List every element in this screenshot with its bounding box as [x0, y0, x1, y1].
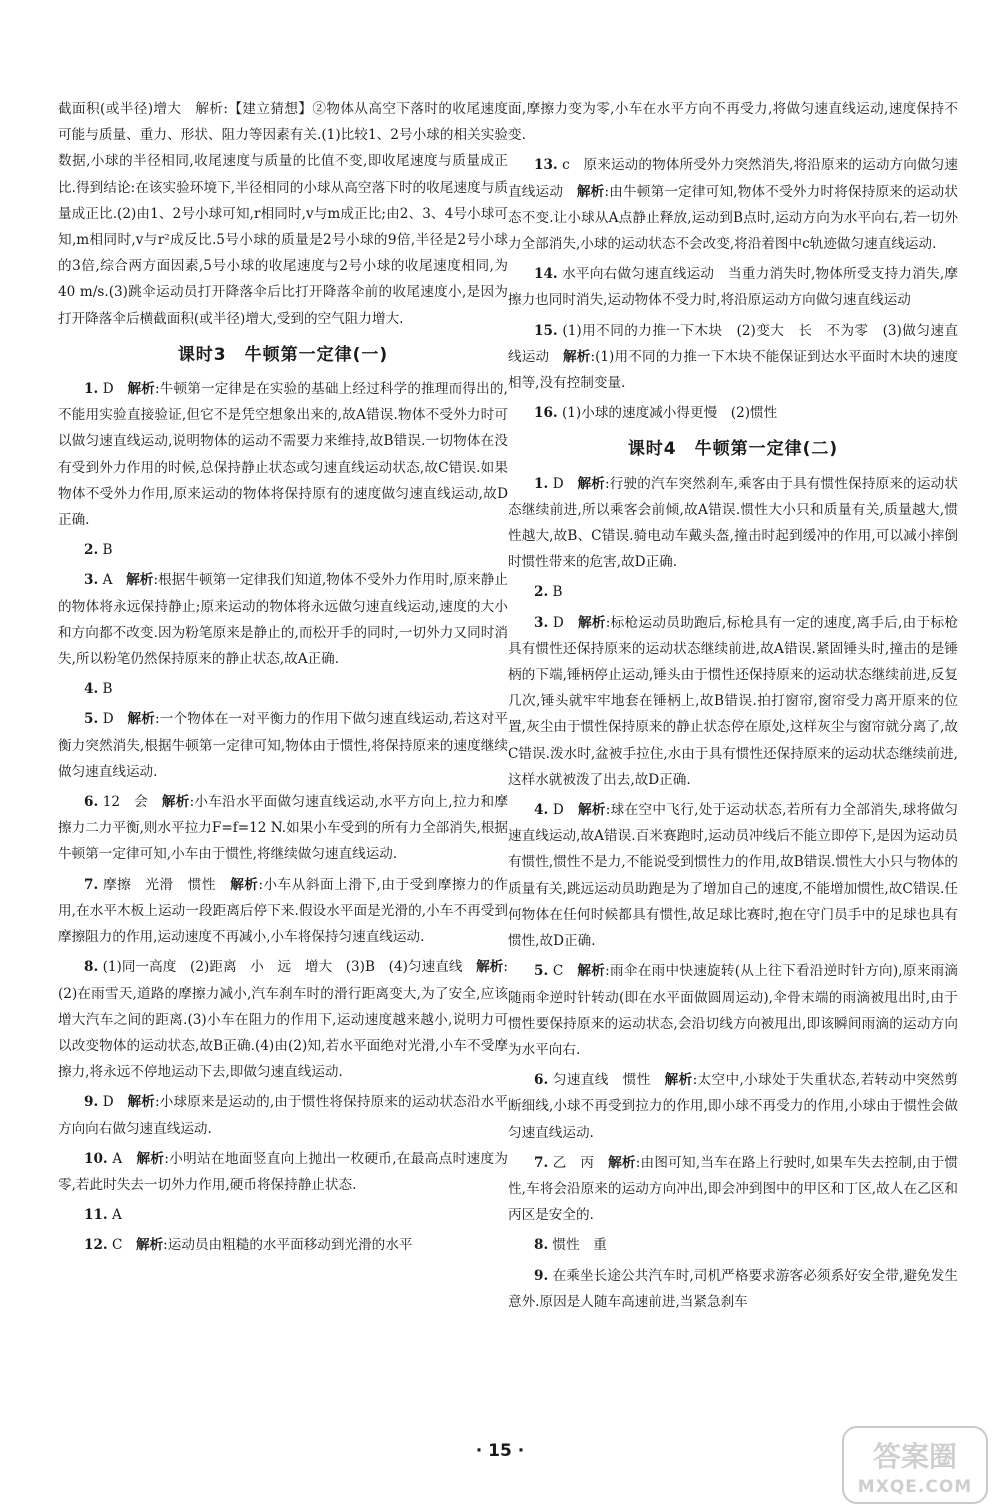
left-answer-list [58, 376, 508, 1259]
right-answer-list-a [508, 152, 958, 426]
item-answer: (1)小球的速度减小得更慢 (2)惯性 [561, 405, 778, 422]
answer-item [508, 579, 958, 605]
answer-item [58, 872, 508, 951]
item-number: 3. [84, 572, 99, 589]
item-number: 11. [84, 1207, 108, 1224]
answer-item [58, 1232, 508, 1258]
item-answer: D [552, 614, 564, 631]
item-number: 6. [534, 1072, 549, 1089]
analysis-text: :小车沿水平面做匀速直线运动,水平方向上,拉力和摩擦力二力平衡,则水平拉力F=f=12 N.如果小车受到的所有力全部消失,根据牛顿第一定律可知,小车由于惯性,将继续做匀速直线运动. [58, 794, 508, 863]
item-answer: C [552, 963, 564, 980]
right-column [508, 96, 958, 1319]
item-number: 8. [84, 959, 99, 976]
analysis-text: :一个物体在一对平衡力的作用下做匀速直线运动,若这对平衡力突然消失,根据牛顿第一定律可知,物体由于惯性,将保持原来的速度继续做匀速直线运动. [58, 711, 508, 780]
item-answer: 乙 丙 [552, 1154, 595, 1171]
item-number: 14. [534, 266, 558, 283]
answer-item [58, 1089, 508, 1141]
analysis-label: 解析 [126, 572, 154, 589]
item-answer: A [111, 1207, 122, 1224]
analysis-text: :由牛顿第一定律可知,物体不受外力时将保持原来的运动状态不变.让小球从A点静止释放,运动到B点时,运动方向为水平向右,若一切外力全部消失,小球的运动状态不会改变,将沿着图中c轨迹做匀速直线运动. [508, 183, 959, 253]
analysis-text: :标枪运动员助跑后,标枪具有一定的速度,离手后,由于标枪具有惯性还保持原来的运动状态继续前进,故A错误.紧固锤头时,撞击的是锤柄的下端,锤柄停止运动,锤头由于惯性还保持原来的运动状态继续前进,反复几次,锤头就牢牢地套在锤柄上,故B错误.拍打窗帘,窗帘受力离开原来的位置,灰尘由于惯性保持原来的静止状态停在原处,这样灰尘与窗帘就分离了,故C错误.泼水时,盆被手拉住,水由于具有惯性还保持原来的运动状态继续前进,这样水就被泼了出去,故D正确. [508, 614, 958, 788]
item-answer: B [552, 584, 563, 601]
item-number: 1. [84, 381, 99, 398]
analysis-text: :由图可知,当车在路上行驶时,如果车失去控制,由于惯性,车将会沿原来的运动方向冲出,即会冲到图中的甲区和丁区,故人在乙区和丙区是安全的. [508, 1154, 959, 1224]
analysis-label: 解析 [476, 959, 504, 976]
analysis-label: 解析 [563, 348, 591, 365]
answer-item [508, 152, 958, 257]
item-number: 15. [534, 322, 558, 339]
item-answer: (1)用不同的力推一下木块 (2)变大 长 不为零 (3)做匀速直线运动 [508, 322, 958, 365]
answer-item [58, 706, 508, 785]
answer-item [508, 471, 958, 576]
analysis-label: 解析 [577, 802, 606, 819]
answer-item [508, 1263, 958, 1315]
analysis-label: 解析 [127, 1094, 156, 1111]
analysis-label: 解析 [127, 381, 156, 398]
item-answer: 摩擦 光滑 惯性 [103, 876, 217, 893]
section-heading-lesson4: 课时4 牛顿第一定律(二) [627, 439, 839, 460]
analysis-label: 解析 [161, 794, 190, 811]
answer-item [58, 537, 508, 563]
continued-paragraph: 面,摩擦力变为零,小车在水平方向不再受力,将做匀速直线运动,速度保持不变. [508, 101, 958, 144]
item-answer: A [102, 572, 113, 589]
item-number: 13. [534, 157, 558, 174]
item-answer: B [102, 542, 113, 559]
analysis-text: :太空中,小球处于失重状态,若转动中突然剪断细线,小球不再受到拉力的作用,即小球不再受力的作用,小球由于惯性会做匀速直线运动. [508, 1072, 958, 1141]
answer-item [508, 318, 958, 397]
page-number: · 15 · [475, 1441, 525, 1461]
watermark-logo [842, 1426, 988, 1504]
item-answer: (1)同一高度 (2)距离 小 远 增大 (3)B (4)匀速直线 [102, 959, 463, 976]
item-number: 2. [84, 542, 99, 559]
item-number: 7. [534, 1154, 549, 1171]
item-answer: 匀速直线 惯性 [552, 1072, 651, 1089]
answer-item [508, 1232, 958, 1258]
analysis-label: 解析 [577, 614, 606, 631]
answer-item [58, 567, 508, 672]
analysis-text: :(1)用不同的力推一下木块不能保证到达水平面时木块的速度相等,没有控制变量. [508, 348, 959, 392]
item-answer: D [102, 1094, 114, 1111]
item-answer: c 原来运动的物体所受外力突然消失,将沿原来的运动方向做匀速直线运动 [508, 157, 958, 200]
analysis-text: :(2)在雨雪天,道路的摩擦力减小,汽车刹车时的滑行距离变大,为了安全,应该增大汽车之间的距离.(3)小车在阻力的作用下,运动速度越来越小,说明力可以改变物体的运动状态,故B正确.(4)由(2)知,若水平面绝对光滑,小车不受摩擦力,将永远不停地运动下去,即做匀速直线运动. [58, 959, 509, 1081]
item-number: 7. [84, 876, 99, 893]
answer-item [58, 1146, 508, 1198]
answer-item [508, 400, 958, 426]
analysis-label: 解析 [577, 475, 606, 492]
analysis-label: 解析 [576, 183, 605, 200]
item-answer: A [112, 1150, 123, 1167]
answer-item [58, 1202, 508, 1228]
answer-item [508, 797, 958, 954]
item-number: 3. [534, 614, 549, 631]
analysis-label: 解析 [608, 1154, 636, 1171]
item-number: 9. [84, 1094, 99, 1111]
analysis-label: 解析 [664, 1072, 693, 1089]
analysis-label: 解析 [230, 876, 259, 893]
item-number: 9. [534, 1267, 549, 1284]
item-number: 8. [534, 1237, 549, 1254]
answer-item [58, 954, 508, 1085]
analysis-text: :根据牛顿第一定律我们知道,物体不受外力作用时,原来静止的物体将永远保持静止;原来运动的物体将永远做匀速直线运动,速度的大小和方向都不改变.因为粉笔原来是静止的,而松开手的同时,一切外力又同时消失,所以粉笔仍然保持原来的静止状态,故A正确. [58, 572, 509, 668]
answer-item [58, 676, 508, 702]
item-answer: C [111, 1237, 123, 1254]
item-answer: 在乘坐长途公共汽车时,司机严格要求游客必须系好安全带,避免发生意外.原因是人随车高速前进,当紧急刹车 [508, 1267, 958, 1310]
answer-item [508, 1067, 958, 1146]
item-number: 5. [84, 711, 99, 728]
item-answer: D [102, 711, 114, 728]
analysis-text: :牛顿第一定律是在实验的基础上经过科学的推理而得出的,不能用实验直接验证,但它不是凭空想象出来的,故A错误.物体不受外力时可以做匀速直线运动,说明物体的运动不需要力来维持,故B错误.一切物体在没有受到外力作用的时候,总保持静止状态或匀速直线运动状态,故C错误.如果物体不受外力作用,原来运动的物体将保持原有的速度做匀速直线运动,故D正确. [58, 381, 508, 529]
analysis-text: :小车从斜面上滑下,由于受到摩擦力的作用,在水平木板上运动一段距离后停下来.假设水平面是光滑的,小车不再受到摩擦阻力的作用,运动速度不再减小,小车将保持匀速直线运动. [58, 876, 508, 946]
analysis-text: :雨伞在雨中快速旋转(从上往下看沿逆时针方向),原来雨滴随雨伞逆时针转动(即在水平面做圆周运动),伞骨末端的雨滴被甩出时,由于惯性要保持原来的运动状态,会沿切线方向被甩出,即该瞬间雨滴的运动方向为水平向右. [508, 963, 959, 1058]
svg-text:MXQE.COM: MXQE.COM [857, 1477, 973, 1497]
item-number: 4. [84, 681, 99, 698]
analysis-label: 解析 [127, 711, 156, 728]
svg-text:答案圈: 答案圈 [872, 1440, 958, 1473]
right-answer-list-b [508, 471, 958, 1315]
answer-item [508, 610, 958, 793]
item-number: 6. [84, 794, 99, 811]
item-number: 10. [84, 1150, 108, 1167]
left-column [58, 96, 508, 1263]
answer-item [508, 958, 958, 1063]
analysis-label: 解析 [136, 1150, 165, 1167]
item-answer: B [102, 681, 113, 698]
analysis-text: :小球原来是运动的,由于惯性将保持原来的运动状态沿水平方向向右做匀速直线运动. [58, 1094, 508, 1137]
item-answer: 惯性 重 [552, 1237, 607, 1254]
item-number: 12. [84, 1237, 108, 1254]
intro-paragraph: 截面积(或半径)增大 解析:【建立猜想】②物体从高空下落时的收尾速度可能与质量、重力、形状、阻力等因素有关.(1)比较1、2号小球的相关实验数据,小球的半径相同,收尾速度与质量的比值不变,即收尾速度与质量成正比.得到结论:在该实验环境下,半径相同的小球从高空落下时的收尾速度与质量成正比.(2)由1、2号小球可知,r相同时,v与m成正比;由2、3、4号小球可知,m相同时,v与r²成反比.5号小球的质量是2号小球的9倍,半径是2号小球的3倍,综合两方面因素,5号小球的收尾速度与2号小球的收尾速度相同,为40 m/s.(3)跳伞运动员打开降落伞后比打开降落伞前的收尾速度小,是因为打开降落伞后横截面积(或半径)增大,受到的空气阻力增大. [58, 101, 508, 327]
item-number: 5. [534, 963, 549, 980]
analysis-label: 解析 [577, 963, 606, 980]
item-answer: 水平向右做匀速直线运动 当重力消失时,物体所受支持力消失,摩擦力也同时消失,运动物体不受力时,将沿原运动方向做匀速直线运动 [508, 266, 958, 309]
item-number: 16. [534, 405, 558, 422]
answer-item [508, 261, 958, 313]
item-number: 4. [534, 802, 549, 819]
answer-item [58, 376, 508, 533]
item-answer: 12 会 [102, 794, 149, 811]
answer-item [58, 789, 508, 868]
answer-item [508, 1150, 958, 1229]
analysis-label: 解析 [135, 1237, 164, 1254]
analysis-text: :运动员由粗糙的水平面移动到光滑的水平 [163, 1237, 413, 1254]
item-answer: D [102, 381, 114, 398]
item-answer: D [552, 475, 564, 492]
item-number: 2. [534, 584, 549, 601]
item-number: 1. [534, 475, 549, 492]
analysis-text: :行驶的汽车突然刹车,乘客由于具有惯性保持原来的运动状态继续前进,所以乘客会前倾,故A错误.惯性大小只和质量有关,质量越大,惯性越大,故B、C错误.骑电动车戴头盔,撞击时起到缓冲的作用,可以减小摔倒时惯性带来的危害,故D正确. [508, 475, 958, 571]
analysis-text: :小明站在地面竖直向上抛出一枚硬币,在最高点时速度为零,若此时失去一切外力作用,硬币将保持静止状态. [58, 1150, 509, 1193]
analysis-text: :球在空中飞行,处于运动状态,若所有力全部消失,球将做匀速直线运动,故A错误.百米赛跑时,运动员冲线后不能立即停下,是因为运动员有惯性,惯性不是力,不能说受到惯性力的作用,故B错误.惯性大小只与物体的质量有关,跳远运动员助跑是为了增加自己的速度,不能增加惯性,故C错误.任何物体在任何时候都具有惯性,故足球比赛时,抱在守门员手中的足球也具有惯性,故D正确. [508, 802, 958, 950]
section-heading-lesson3: 课时3 牛顿第一定律(一) [177, 344, 389, 365]
item-answer: D [552, 802, 564, 819]
